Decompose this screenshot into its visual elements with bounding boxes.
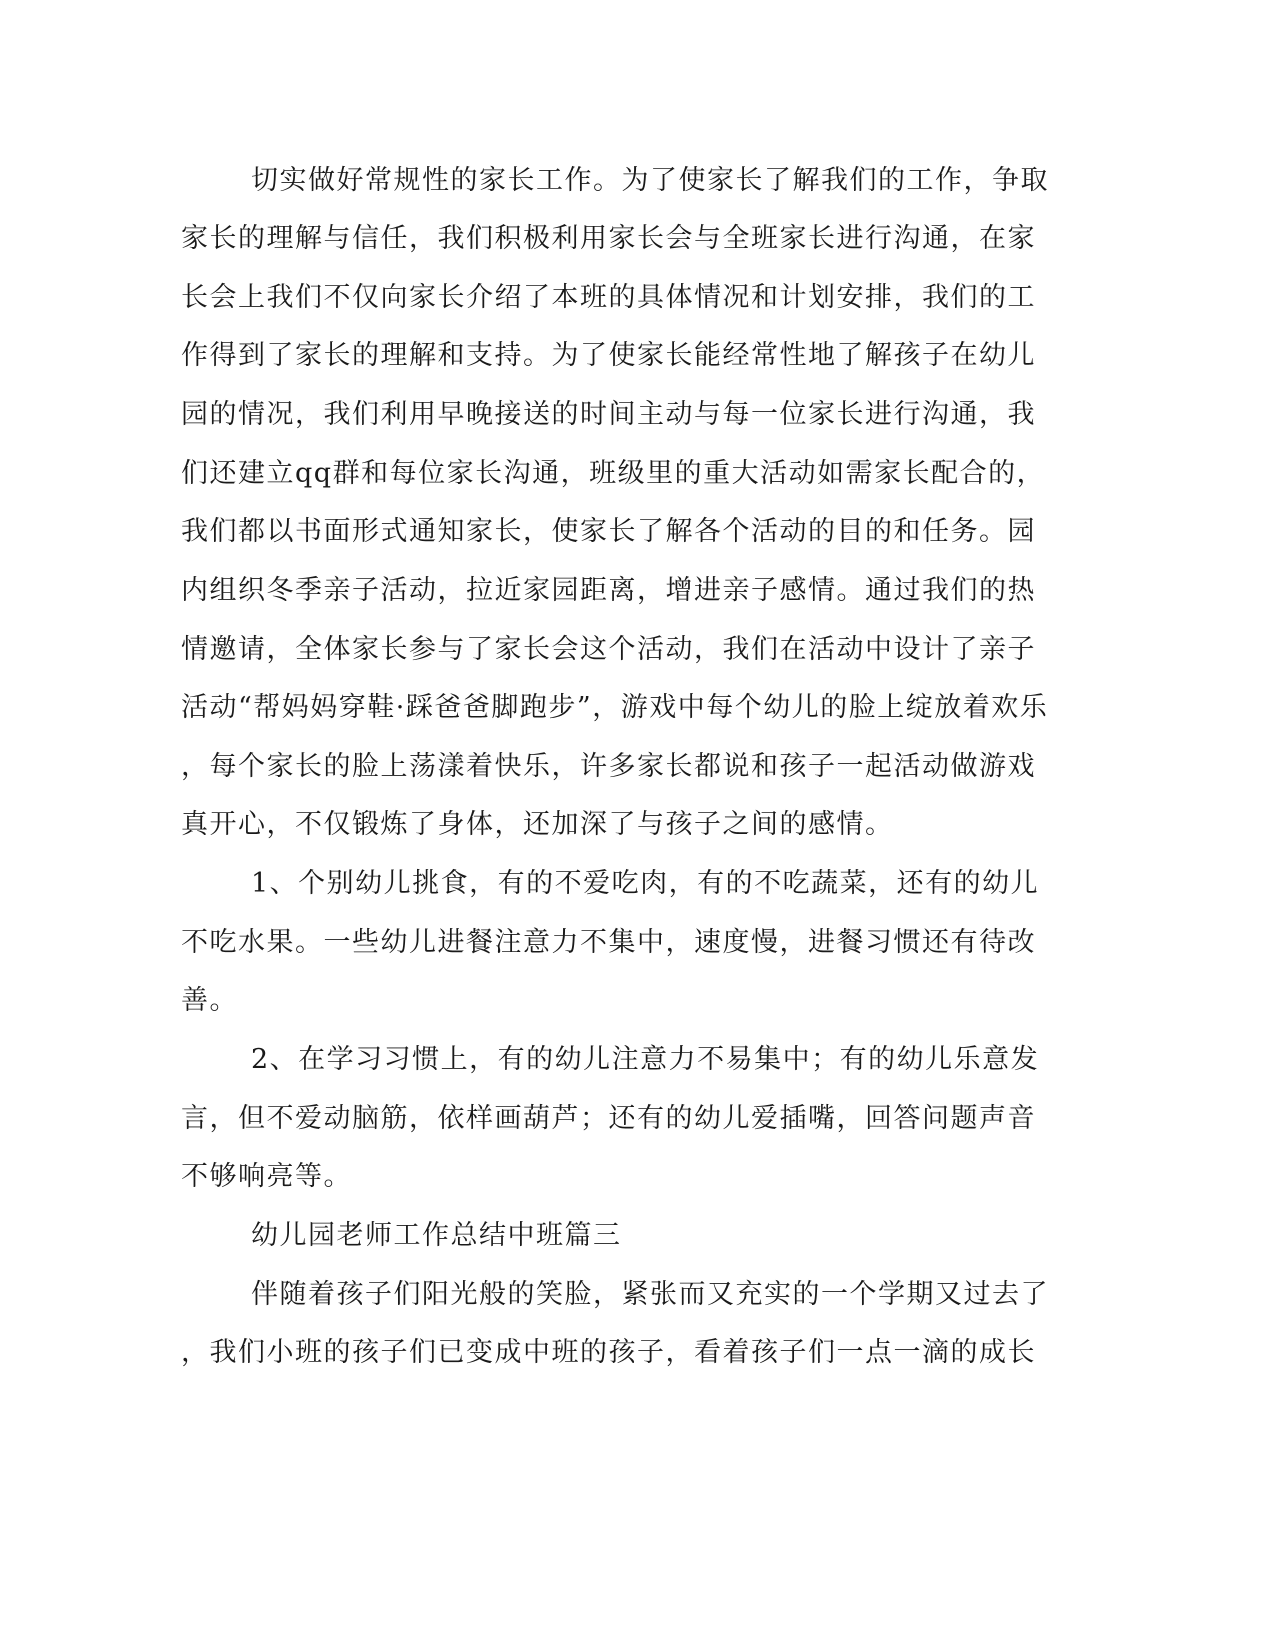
paragraph-4-line-1: 伴随着孩子们阳光般的笑脸，紧张而又充实的一个学期又过去了 [251, 1279, 1049, 1310]
paragraph-1-line-6: 们还建立qq群和每位家长沟通，班级里的重大活动如需家长配合的， [181, 458, 1046, 489]
section-heading: 幼儿园老师工作总结中班篇三 [251, 1220, 622, 1251]
paragraph-1-line-9: 情邀请，全体家长参与了家长会这个活动，我们在活动中设计了亲子 [181, 634, 1036, 665]
paragraph-3-line-1: 2、在学习习惯上，有的幼儿注意力不易集中；有的幼儿乐意发 [251, 1044, 1040, 1075]
paragraph-1-line-2: 家长的理解与信任，我们积极利用家长会与全班家长进行沟通，在家 [181, 223, 1036, 254]
paragraph-1-line-1: 切实做好常规性的家长工作。为了使家长了解我们的工作，争取 [251, 165, 1049, 196]
paragraph-1-line-8: 内组织冬季亲子活动，拉近家园距离，增进亲子感情。通过我们的热 [181, 575, 1036, 606]
paragraph-3-line-3: 不够响亮等。 [181, 1161, 352, 1192]
paragraph-1-line-10: 活动“帮妈妈穿鞋·踩爸爸脚跑步”，游戏中每个幼儿的脸上绽放着欢乐 [181, 692, 1049, 723]
paragraph-1-line-12: 真开心，不仅锻炼了身体，还加深了与孩子之间的感情。 [181, 809, 894, 840]
paragraph-4-line-2: ，我们小班的孩子们已变成中班的孩子，看着孩子们一点一滴的成长 [181, 1337, 1036, 1368]
paragraph-1-line-5: 园的情况，我们利用早晚接送的时间主动与每一位家长进行沟通，我 [181, 399, 1036, 430]
paragraph-1-line-7: 我们都以书面形式通知家长，使家长了解各个活动的目的和任务。园 [181, 516, 1036, 547]
paragraph-1-line-11: ，每个家长的脸上荡漾着快乐，许多家长都说和孩子一起活动做游戏 [181, 751, 1036, 782]
paragraph-2-line-1: 1、个别幼儿挑食，有的不爱吃肉，有的不吃蔬菜，还有的幼儿 [251, 868, 1040, 899]
paragraph-1-line-3: 长会上我们不仅向家长介绍了本班的具体情况和计划安排，我们的工 [181, 282, 1036, 313]
paragraph-3-line-2: 言，但不爱动脑筋，依样画葫芦；还有的幼儿爱插嘴，回答问题声音 [181, 1103, 1036, 1134]
paragraph-2-line-2: 不吃水果。一些幼儿进餐注意力不集中，速度慢，进餐习惯还有待改 [181, 927, 1036, 958]
paragraph-1-line-4: 作得到了家长的理解和支持。为了使家长能经常性地了解孩子在幼儿 [181, 340, 1036, 371]
paragraph-2-line-3: 善。 [181, 985, 238, 1016]
